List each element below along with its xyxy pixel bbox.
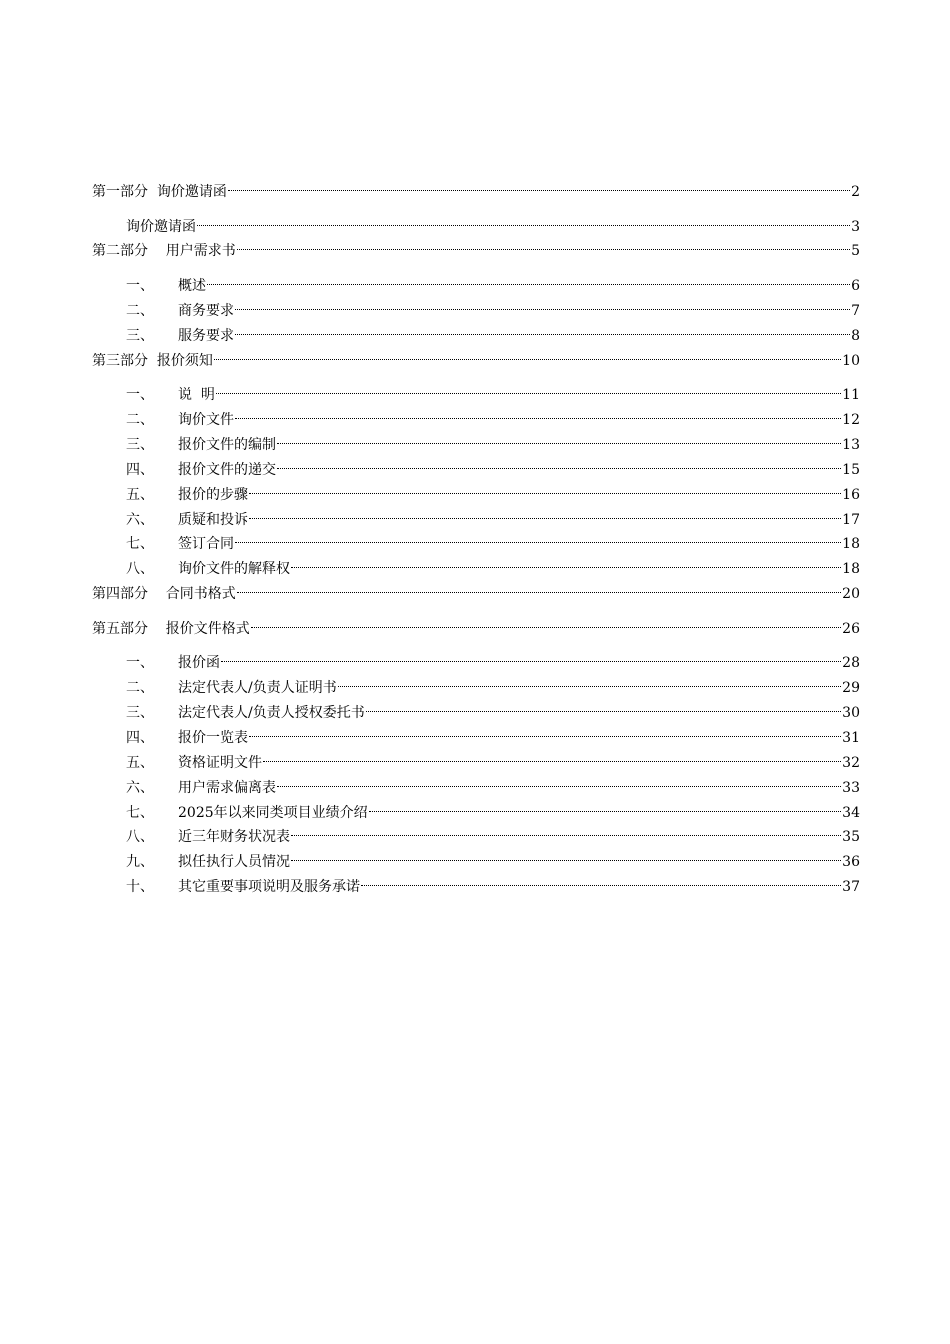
toc-entry-number: 二、 [126, 680, 154, 697]
toc-entry-page: 26 [842, 620, 860, 637]
toc-leader-dots [235, 320, 850, 340]
toc-entry[interactable] [92, 553, 860, 578]
toc-entry-number: 二、 [126, 302, 154, 319]
toc-leader-dots [277, 772, 841, 792]
toc-entry-title: 法定代表人/负责人证明书 [178, 680, 337, 697]
toc-entry-number: 六、 [126, 511, 154, 528]
toc-entry-page: 13 [842, 436, 860, 453]
toc-entry-title: 第一部分 询价邀请函 [92, 184, 227, 200]
toc-entry[interactable] [92, 454, 860, 478]
toc-entry-title: 说 明 [178, 387, 215, 404]
toc-entry[interactable] [92, 320, 860, 344]
toc-entry-number: 三、 [126, 704, 154, 721]
toc-leader-dots [366, 697, 841, 717]
toc-leader-dots [291, 553, 841, 573]
toc-entry-page: 37 [842, 879, 860, 896]
toc-entry[interactable] [92, 379, 860, 404]
toc-entry-title: 概述 [178, 277, 206, 294]
toc-leader-dots [251, 613, 841, 633]
toc-entry-number: 一、 [126, 387, 154, 404]
toc-entry[interactable] [92, 295, 860, 319]
toc-entry[interactable] [92, 270, 860, 294]
toc-entry-page: 32 [842, 754, 860, 771]
toc-entry-number: 二、 [126, 411, 154, 428]
toc-entry-page: 35 [842, 829, 860, 846]
toc-entry-number: 四、 [126, 729, 154, 746]
toc-entry-title: 询价邀请函 [126, 218, 196, 235]
toc-entry-page: 7 [851, 302, 860, 319]
toc-entry-title: 报价文件的编制 [178, 436, 276, 453]
toc-entry-title: 报价函 [178, 655, 220, 672]
toc-leader-dots [277, 429, 841, 449]
toc-entry[interactable] [92, 672, 860, 697]
toc-entry-title: 商务要求 [178, 302, 234, 319]
toc-entry-title: 第三部分 报价须知 [92, 352, 213, 369]
toc-entry[interactable] [92, 504, 860, 528]
toc-leader-dots [235, 528, 841, 548]
toc-leader-dots [291, 846, 841, 866]
toc-entry[interactable] [92, 697, 860, 721]
toc-entry-page: 28 [842, 655, 860, 672]
toc-entry[interactable] [92, 429, 860, 453]
toc-entry-page: 18 [842, 536, 860, 553]
toc-entry[interactable] [92, 345, 860, 369]
toc-entry-number: 五、 [126, 754, 154, 771]
toc-entry[interactable] [92, 747, 860, 771]
toc-entry-page: 6 [851, 277, 860, 294]
toc-leader-dots [249, 479, 841, 499]
toc-entry-page: 8 [851, 327, 860, 344]
toc-entry-title: 2025年以来同类项目业绩介绍 [178, 804, 368, 821]
toc-leader-dots [361, 871, 841, 891]
toc-entry[interactable] [92, 211, 860, 235]
toc-entry-title: 法定代表人/负责人授权委托书 [178, 704, 365, 721]
toc-leader-dots [291, 821, 841, 841]
toc-entry-page: 3 [851, 218, 860, 235]
toc-entry-page: 11 [842, 387, 860, 404]
toc-entry[interactable] [92, 528, 860, 553]
toc-entry-title: 近三年财务状况表 [178, 829, 290, 846]
toc-entry[interactable] [92, 821, 860, 846]
toc-entry-page: 17 [842, 511, 860, 528]
toc-entry-title: 报价文件的递交 [178, 461, 276, 478]
toc-entry-page: 15 [842, 461, 860, 478]
toc-entry[interactable] [92, 772, 860, 796]
toc-entry-page: 33 [842, 779, 860, 796]
toc-entry-number: 八、 [126, 561, 154, 578]
toc-leader-dots [228, 176, 850, 196]
toc-leader-dots [249, 504, 841, 524]
toc-entry-title: 询价文件 [178, 411, 234, 428]
toc-entry-page: 34 [842, 804, 860, 821]
toc-entry-title: 第二部分 用户需求书 [92, 243, 236, 260]
toc-entry-title: 服务要求 [178, 327, 234, 344]
toc-entry-number: 九、 [126, 854, 154, 871]
toc-leader-dots [216, 379, 841, 399]
toc-entry-title: 资格证明文件 [178, 754, 262, 771]
toc-entry-page: 5 [851, 243, 860, 260]
toc-entry-number: 五、 [126, 486, 154, 503]
toc-entry[interactable] [92, 722, 860, 746]
toc-entry-title: 拟任执行人员情况 [178, 854, 290, 871]
toc-entry-page: 31 [842, 729, 860, 746]
toc-leader-dots [277, 454, 841, 474]
toc-entry-title: 质疑和投诉 [178, 511, 248, 528]
toc-entry[interactable] [92, 235, 860, 260]
toc-entry-number: 七、 [126, 804, 154, 821]
table-of-contents [92, 176, 860, 896]
toc-entry[interactable] [92, 797, 860, 821]
toc-entry-page: 2 [851, 184, 860, 200]
toc-leader-dots [197, 211, 850, 231]
toc-leader-dots [214, 345, 841, 365]
toc-entry[interactable] [92, 846, 860, 871]
toc-leader-dots [207, 270, 850, 290]
toc-entry-page: 12 [842, 411, 860, 428]
toc-entry-page: 36 [842, 854, 860, 871]
toc-entry-title: 询价文件的解释权 [178, 561, 290, 578]
toc-entry[interactable] [92, 578, 860, 603]
toc-leader-dots [237, 578, 841, 598]
toc-entry-page: 16 [842, 486, 860, 503]
toc-entry[interactable] [92, 613, 860, 637]
toc-entry[interactable] [92, 479, 860, 503]
toc-entry[interactable] [92, 871, 860, 896]
toc-entry[interactable] [92, 404, 860, 428]
toc-leader-dots [237, 235, 850, 255]
toc-entry-title: 签订合同 [178, 536, 234, 553]
toc-entry-number: 六、 [126, 779, 154, 796]
toc-entry[interactable] [92, 176, 860, 200]
toc-entry-number: 一、 [126, 277, 154, 294]
toc-leader-dots [235, 295, 850, 315]
toc-entry-title: 第四部分 合同书格式 [92, 586, 236, 603]
toc-leader-dots [338, 672, 841, 692]
toc-entry-title: 其它重要事项说明及服务承诺 [178, 879, 360, 896]
toc-entry-number: 十、 [126, 879, 154, 896]
toc-entry-number: 七、 [126, 536, 154, 553]
toc-entry-number: 三、 [126, 327, 154, 344]
toc-entry-page: 30 [842, 704, 860, 721]
toc-entry-title: 报价一览表 [178, 729, 248, 746]
toc-leader-dots [263, 747, 841, 767]
toc-entry[interactable] [92, 647, 860, 672]
toc-leader-dots [369, 797, 842, 817]
toc-entry-number: 三、 [126, 436, 154, 453]
toc-entry-page: 29 [842, 680, 860, 697]
toc-entry-title: 报价的步骤 [178, 486, 248, 503]
toc-entry-title: 用户需求偏离表 [178, 779, 276, 796]
toc-entry-number: 八、 [126, 829, 154, 846]
toc-entry-page: 20 [842, 586, 860, 603]
toc-entry-page: 18 [842, 561, 860, 578]
toc-leader-dots [221, 647, 841, 667]
toc-leader-dots [249, 722, 841, 742]
toc-entry-page: 10 [842, 352, 860, 369]
toc-leader-dots [235, 404, 841, 424]
toc-entry-number: 四、 [126, 461, 154, 478]
toc-entry-title: 第五部分 报价文件格式 [92, 620, 250, 637]
toc-entry-number: 一、 [126, 655, 154, 672]
